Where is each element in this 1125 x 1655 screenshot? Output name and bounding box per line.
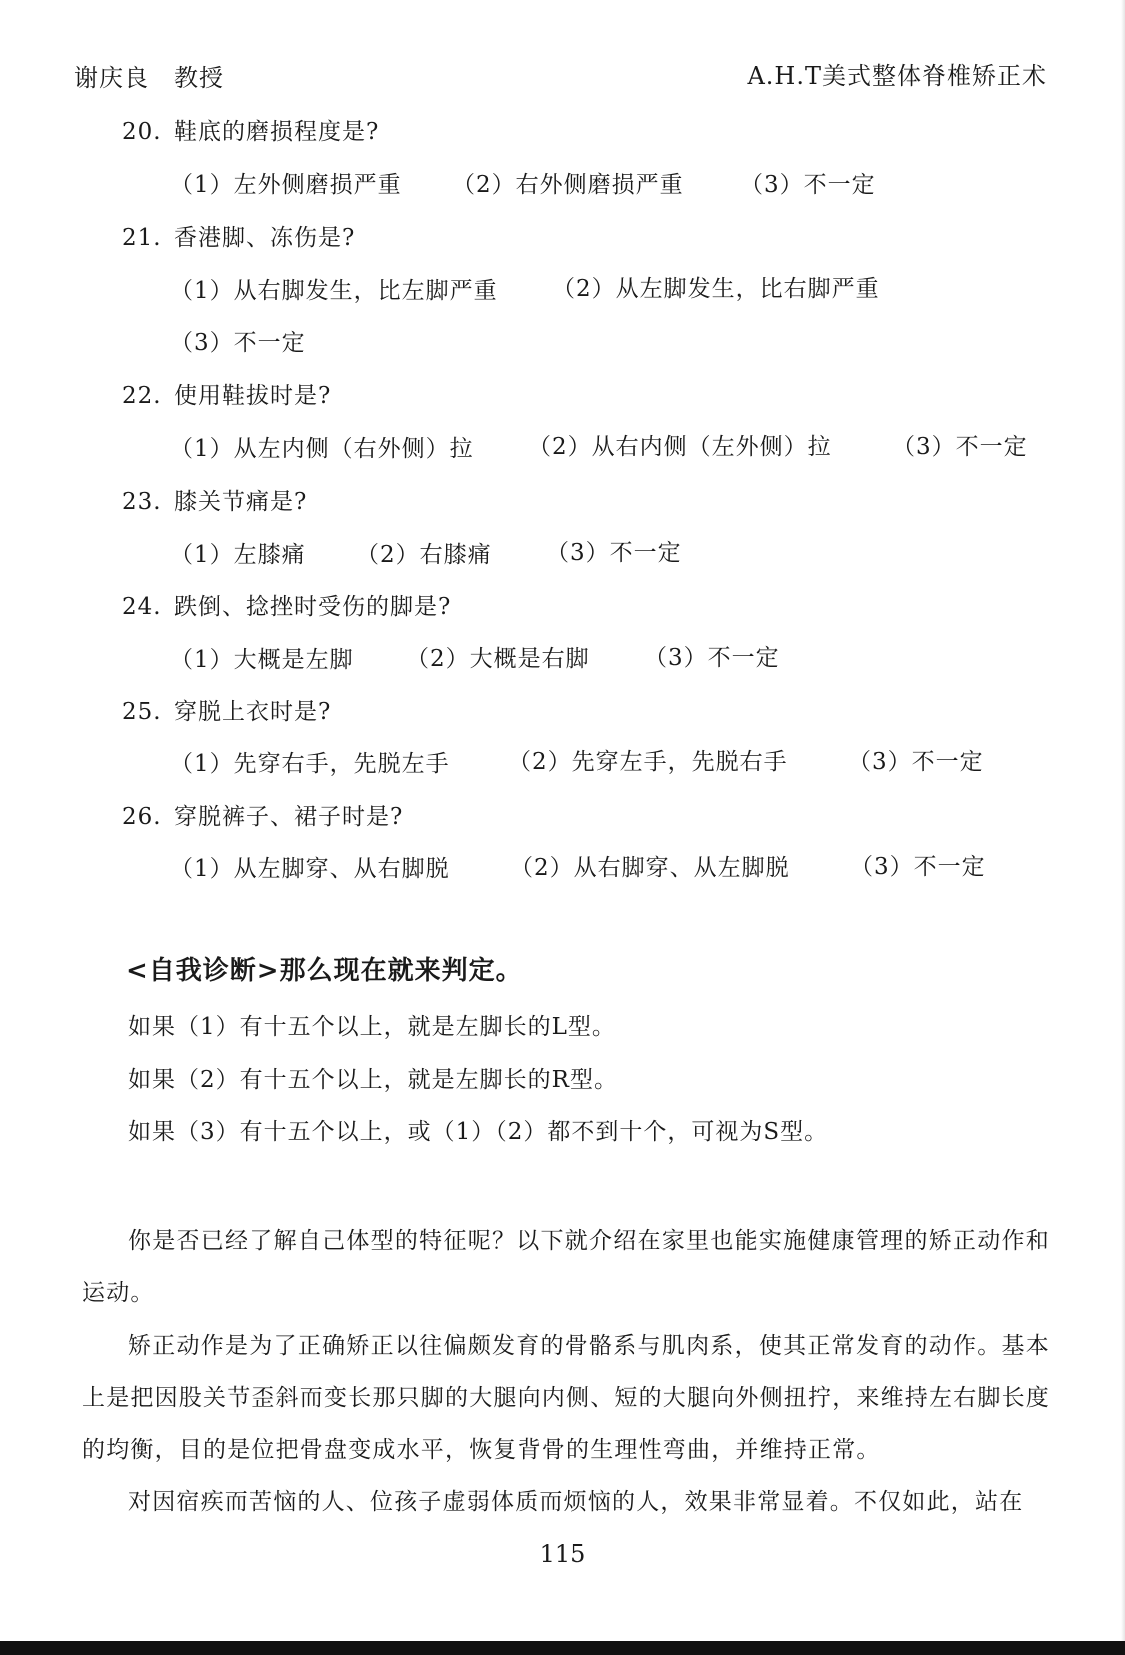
diagnosis-title: <自我诊断>那么现在就来判定。 bbox=[126, 956, 523, 986]
option-22-3: （3）不一定 bbox=[892, 434, 1028, 460]
body-paragraph-2: 矫正动作是为了正确矫正以往偏颇发育的骨骼系与肌肉系，使其正常发育的动作。基本上是把因股关节歪斜而变长那只脚的大腿向内侧、短的大腿向外侧扭拧，来维持左右脚长度的均衡，目的是位把骨盘变成水平，恢复背骨的生理性弯曲，并维持正常。 bbox=[82, 1333, 1050, 1463]
question-number: 20. bbox=[122, 119, 162, 145]
question-23 bbox=[122, 483, 307, 516]
question-25 bbox=[122, 693, 331, 726]
page-number: 115 bbox=[539, 1540, 586, 1568]
option-26-3: （3）不一定 bbox=[850, 854, 986, 880]
question-text: 穿脱上衣时是? bbox=[174, 699, 332, 725]
option-20-1: （1）左外侧磨损严重 bbox=[170, 172, 402, 198]
diagnosis-line-s: 如果（3）有十五个以上，或（1）（2）都不到十个，可视为S型。 bbox=[128, 1119, 829, 1145]
question-26 bbox=[122, 798, 403, 831]
page-edge-shadow bbox=[1121, 0, 1125, 1655]
diagnosis-line-l: 如果（1）有十五个以上，就是左脚长的L型。 bbox=[128, 1014, 616, 1040]
question-text: 鞋底的磨损程度是? bbox=[174, 119, 380, 145]
question-number: 22. bbox=[122, 383, 162, 409]
question-text: 膝关节痛是? bbox=[174, 489, 308, 515]
option-20-3: （3）不一定 bbox=[740, 172, 876, 198]
option-23-3: （3）不一定 bbox=[546, 540, 682, 566]
body-paragraph-1: 你是否已经了解自己体型的特征呢？以下就介绍在家里也能实施健康管理的矫正动作和运动。 bbox=[82, 1228, 1050, 1306]
question-number: 21. bbox=[122, 225, 162, 251]
option-21-2: （2）从左脚发生，比右脚严重 bbox=[552, 276, 880, 302]
question-text: 使用鞋拔时是? bbox=[174, 383, 332, 409]
header-author: 谢庆良 教授 bbox=[74, 64, 224, 92]
question-number: 25. bbox=[122, 699, 162, 725]
question-20 bbox=[122, 113, 379, 146]
option-21-3: （3）不一定 bbox=[170, 330, 306, 356]
body-paragraph-3: 对因宿疾而苦恼的人、位孩子虚弱体质而烦恼的人，效果非常显着。不仅如此，站在 bbox=[128, 1489, 1024, 1515]
option-21-1: （1）从右脚发生，比左脚严重 bbox=[170, 278, 498, 304]
question-text: 跌倒、捻挫时受伤的脚是? bbox=[174, 594, 452, 620]
option-24-3: （3）不一定 bbox=[644, 645, 780, 671]
scan-bottom-edge bbox=[0, 1641, 1125, 1655]
option-23-2: （2）右膝痛 bbox=[356, 542, 492, 568]
question-text: 穿脱裤子、裙子时是? bbox=[174, 804, 404, 830]
option-24-1: （1）大概是左脚 bbox=[170, 647, 354, 673]
option-25-2: （2）先穿左手，先脱右手 bbox=[508, 749, 788, 775]
question-number: 24. bbox=[122, 594, 162, 620]
question-24 bbox=[122, 588, 451, 621]
option-24-2: （2）大概是右脚 bbox=[406, 646, 590, 672]
question-number: 23. bbox=[122, 489, 162, 515]
option-22-1: （1）从左内侧（右外侧）拉 bbox=[170, 436, 474, 462]
question-number: 26. bbox=[122, 804, 162, 830]
header-book-title: A.H.T美式整体脊椎矫正术 bbox=[747, 62, 1047, 90]
option-25-1: （1）先穿右手，先脱左手 bbox=[170, 751, 450, 777]
question-22 bbox=[122, 377, 331, 410]
option-20-2: （2）右外侧磨损严重 bbox=[452, 172, 684, 198]
option-22-2: （2）从右内侧（左外侧）拉 bbox=[528, 434, 832, 460]
option-26-2: （2）从右脚穿、从左脚脱 bbox=[510, 855, 790, 881]
option-25-3: （3）不一定 bbox=[848, 749, 984, 775]
option-26-1: （1）从左脚穿、从右脚脱 bbox=[170, 856, 450, 882]
question-text: 香港脚、冻伤是? bbox=[174, 225, 356, 251]
question-21 bbox=[122, 219, 355, 252]
option-23-1: （1）左膝痛 bbox=[170, 542, 306, 568]
diagnosis-line-r: 如果（2）有十五个以上，就是左脚长的R型。 bbox=[128, 1067, 618, 1093]
